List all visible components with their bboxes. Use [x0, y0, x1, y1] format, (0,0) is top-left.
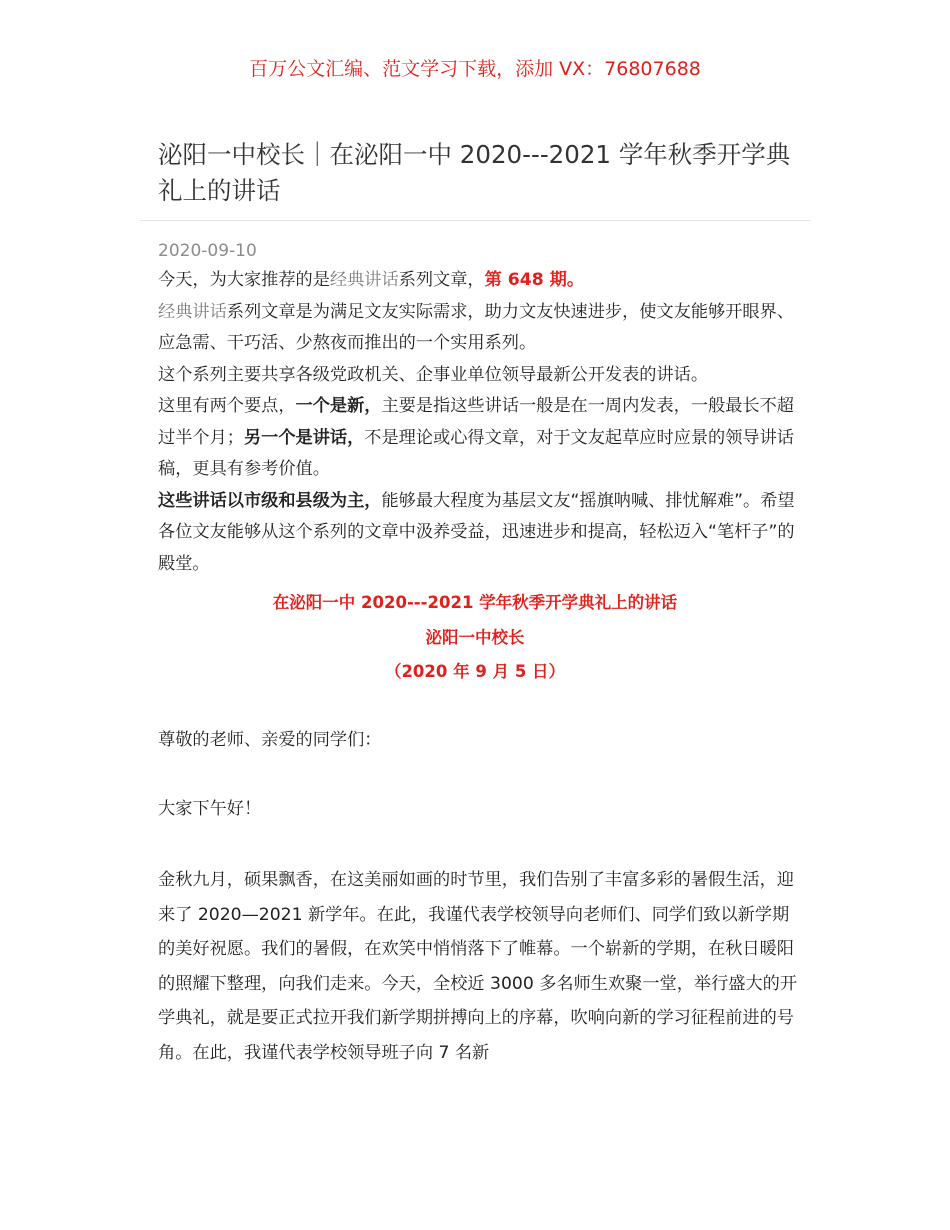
intro-paragraph-3: 这个系列主要共享各级党政机关、企事业单位领导最新公开发表的讲话。	[158, 364, 709, 385]
intro-text: 系列文章，	[398, 270, 485, 290]
key-point-level: 这些讲话以市级和县级为主，	[158, 490, 382, 511]
speech-paragraph: 金秋九月，硕果飘香，在这美丽如画的时节里，我们告别了丰富多彩的暑假生活，迎来了 2020—2021 新学年。在此，我谨代表学校领导向老师们、同学们致以新学期的美好祝愿。我们的暑假，在欢笑中悄悄落下了帷幕。一个崭新的学期，在秋日暖阳的照耀下整理，向我们走来。今天，全校近 3000 多名师生欢聚一堂，举行盛大的开学典礼，就是要正式拉开我们新学期拼搏向上的序幕，吹响向新的学习征程前进的号角。在此，我谨代表学校领导班子向 7 名新	[158, 870, 798, 1063]
promo-banner: 百万公文汇编、范文学习下载，添加 VX：76807688	[249, 58, 701, 80]
article-title: 泌阳一中校长｜在泌阳一中 2020---2021 学年秋季开学典礼上的讲话	[158, 140, 791, 205]
series-name: 经典讲话	[158, 301, 227, 322]
key-point-speech: 另一个是讲话，	[243, 427, 365, 448]
intro-paragraph-4	[158, 391, 798, 486]
intro-paragraph-1	[158, 265, 798, 297]
speech-title: 在泌阳一中 2020---2021 学年秋季开学典礼上的讲话	[272, 593, 678, 612]
intro-text: 今天，为大家推荐的是	[158, 270, 330, 290]
intro-paragraph-2	[158, 297, 798, 360]
speech-heading-block	[0, 586, 950, 690]
speech-date: （2020 年 9 月 5 日）	[384, 662, 566, 681]
issue-number: 第 648 期。	[484, 270, 585, 290]
speech-salutation: 尊敬的老师、亲爱的同学们：	[158, 730, 382, 750]
intro-text: 主要是指这些讲话一般是在一周内发表，一般最长不超过半个月；	[158, 396, 794, 448]
series-intro	[158, 265, 798, 580]
publish-date: 2020-09-10	[158, 241, 257, 261]
speech-greeting: 大家下午好！	[158, 799, 262, 819]
intro-text: 系列文章是为满足文友实际需求，助力文友快速进步，使文友能够开眼界、应急需、干巧活、少熬夜而推出的一个实用系列。	[158, 301, 794, 353]
series-name: 经典讲话	[329, 270, 399, 290]
title-divider	[140, 220, 810, 221]
intro-text: 不是理论或心得文章，对于文友起草应时应景的领导讲话稿，更具有参考价值。	[158, 427, 794, 479]
intro-text: 能够最大程度为基层文友“摇旗呐喊、排忧解难”。希望各位文友能够从这个系列的文章中汲养受益，迅速进步和提高，轻松迈入“笔杆子”的殿堂。	[158, 490, 795, 574]
intro-text: 这里有两个要点，	[158, 396, 296, 416]
speech-speaker: 泌阳一中校长	[425, 627, 525, 647]
key-point-new: 一个是新，	[295, 396, 382, 416]
intro-paragraph-5	[158, 486, 798, 581]
